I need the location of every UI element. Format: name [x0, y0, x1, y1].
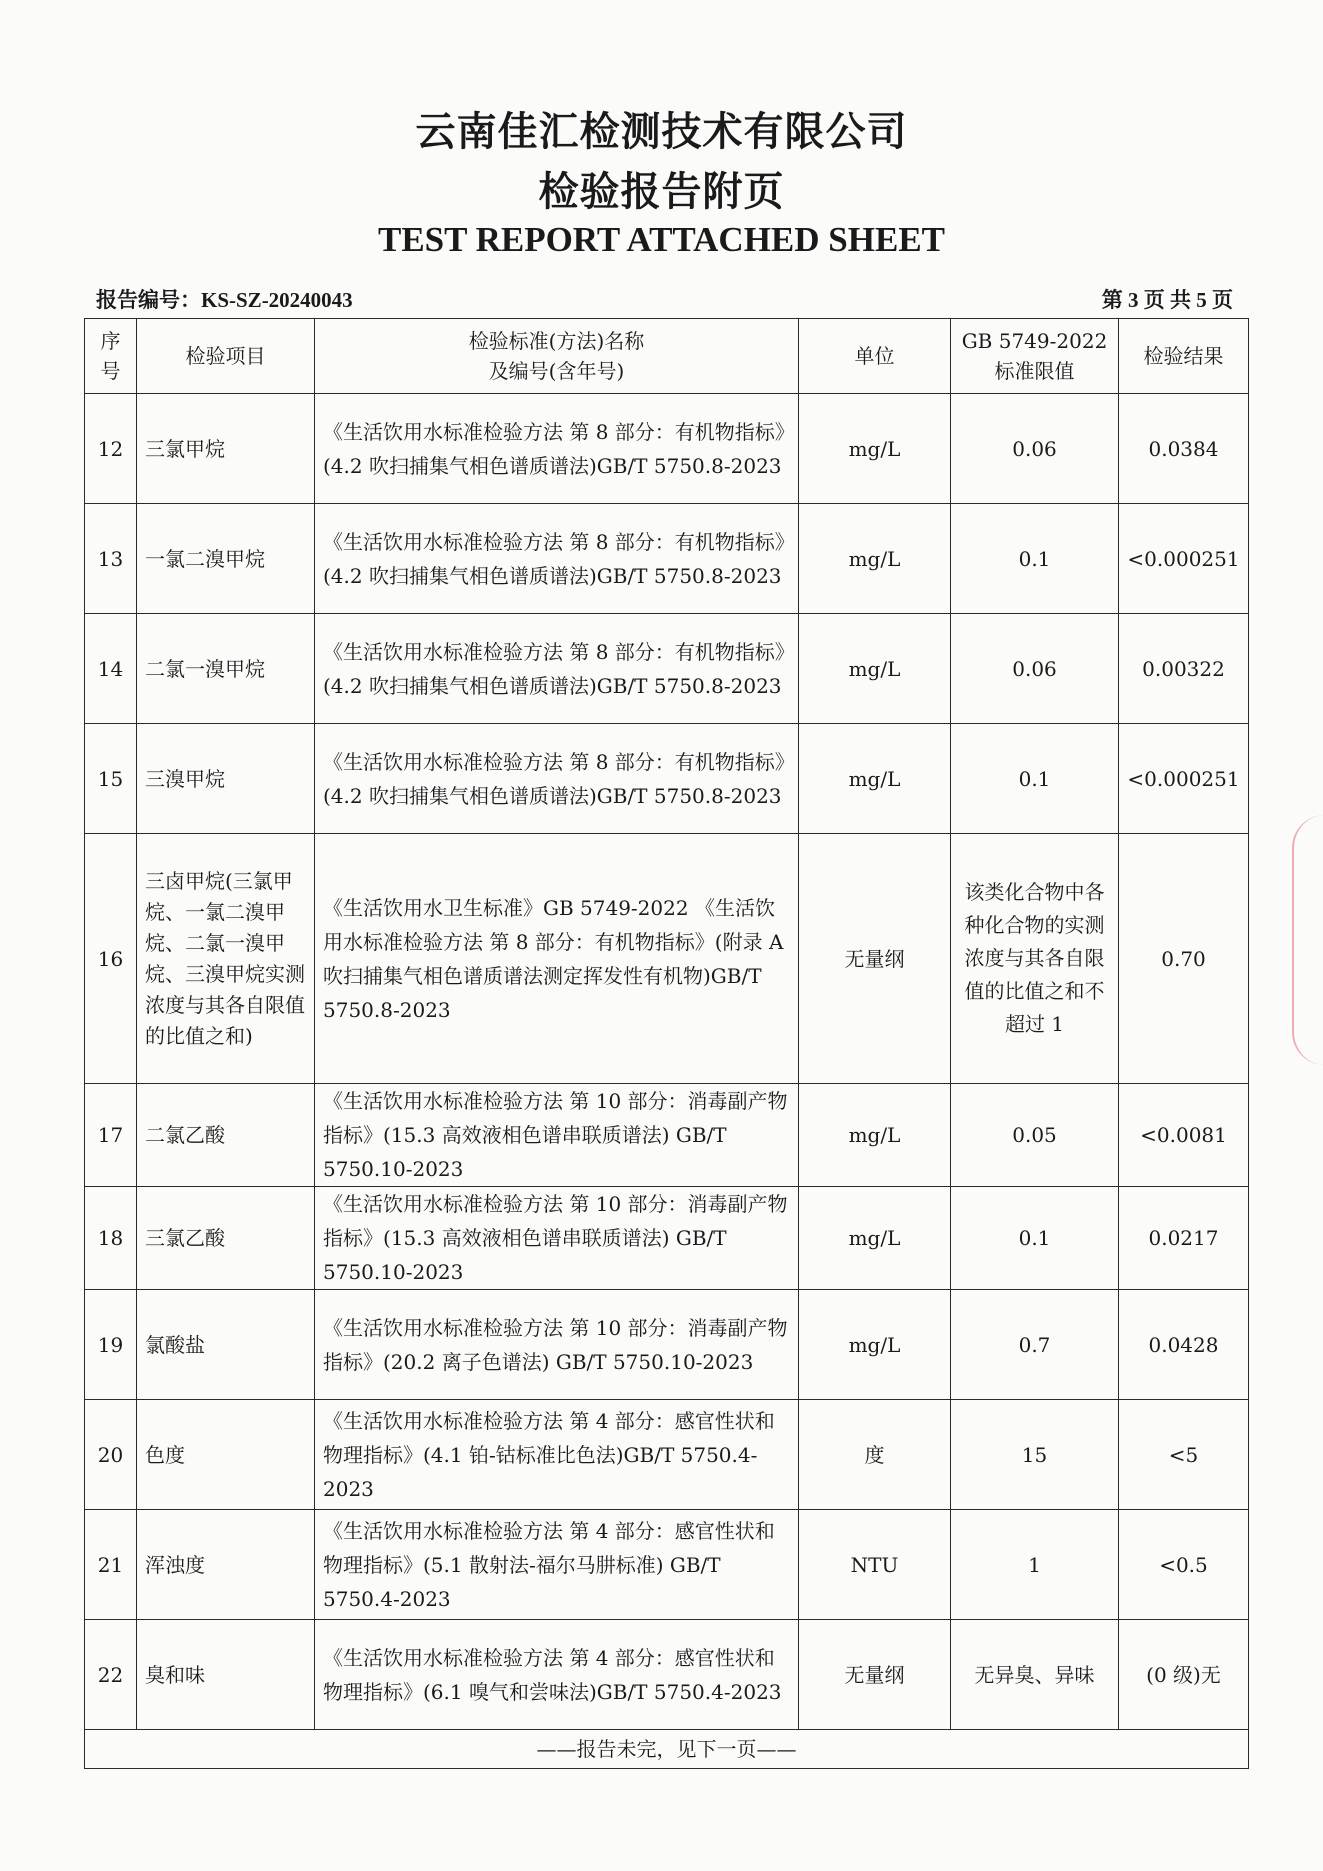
- row-limit: 0.7: [951, 1290, 1119, 1400]
- row-unit: mg/L: [799, 724, 951, 834]
- row-limit: 0.06: [951, 394, 1119, 504]
- row-result: 0.0428: [1119, 1290, 1249, 1400]
- row-no: 14: [85, 614, 137, 724]
- row-limit: 1: [951, 1510, 1119, 1620]
- row-result: <0.0081: [1119, 1084, 1249, 1187]
- header-result: 检验结果: [1119, 319, 1249, 394]
- report-title: 检验报告附页: [538, 169, 785, 215]
- row-result: 0.0384: [1119, 394, 1249, 504]
- row-no: 13: [85, 504, 137, 614]
- header-no: 序号: [85, 319, 137, 394]
- row-limit: 0.05: [951, 1084, 1119, 1187]
- row-result: 0.00322: [1119, 614, 1249, 724]
- row-unit: 无量纲: [799, 834, 951, 1084]
- row-standard: 《生活饮用水标准检验方法 第 4 部分：感官性状和物理指标》(6.1 嗅气和尝味法)GB/T 5750.4-2023: [315, 1620, 799, 1730]
- row-result: (0 级)无: [1119, 1620, 1249, 1730]
- row-standard: 《生活饮用水标准检验方法 第 10 部分：消毒副产物指标》(20.2 离子色谱法) GB/T 5750.10-2023: [315, 1290, 799, 1400]
- row-result: <0.5: [1119, 1510, 1249, 1620]
- row-no: 22: [85, 1620, 137, 1730]
- continued-note: ——报告未完，见下一页——: [85, 1730, 1249, 1769]
- row-no: 17: [85, 1084, 137, 1187]
- row-limit: 15: [951, 1400, 1119, 1510]
- report-title-english: TEST REPORT ATTACHED SHEET: [377, 220, 946, 259]
- row-standard: 《生活饮用水标准检验方法 第 8 部分：有机物指标》(4.2 吹扫捕集气相色谱质谱法)GB/T 5750.8-2023: [315, 504, 799, 614]
- row-no: 18: [85, 1187, 137, 1290]
- row-unit: mg/L: [799, 394, 951, 504]
- table-row: [85, 614, 1249, 724]
- row-unit: mg/L: [799, 614, 951, 724]
- row-result: <0.000251: [1119, 504, 1249, 614]
- row-standard: 《生活饮用水标准检验方法 第 10 部分：消毒副产物指标》(15.3 高效液相色谱串联质谱法) GB/T 5750.10-2023: [315, 1084, 799, 1187]
- table-row: [85, 1510, 1249, 1620]
- row-result: <5: [1119, 1400, 1249, 1510]
- row-unit: mg/L: [799, 1084, 951, 1187]
- row-item: 一氯二溴甲烷: [137, 504, 315, 614]
- test-results-table: [84, 318, 1249, 1769]
- header-limit: GB 5749-2022 标准限值: [951, 319, 1119, 394]
- header-standard: 检验标准(方法)名称 及编号(含年号): [315, 319, 799, 394]
- table-row: [85, 504, 1249, 614]
- row-item: 三卤甲烷(三氯甲烷、一氯二溴甲烷、二氯一溴甲烷、三溴甲烷实测浓度与其各自限值的比值之和): [137, 834, 315, 1084]
- table-row: [85, 394, 1249, 504]
- row-item: 三溴甲烷: [137, 724, 315, 834]
- table-row: [85, 1187, 1249, 1290]
- row-no: 20: [85, 1400, 137, 1510]
- row-no: 12: [85, 394, 137, 504]
- table-row: [85, 1620, 1249, 1730]
- table-row: [85, 834, 1249, 1084]
- header-item: 检验项目: [137, 319, 315, 394]
- page-indicator: 第 3 页 共 5 页: [1101, 288, 1233, 312]
- row-result: 0.70: [1119, 834, 1249, 1084]
- table-row: [85, 1400, 1249, 1510]
- report-number: 报告编号：KS-SZ-20240043: [96, 288, 353, 312]
- row-item: 二氯一溴甲烷: [137, 614, 315, 724]
- row-no: 15: [85, 724, 137, 834]
- row-item: 色度: [137, 1400, 315, 1510]
- row-unit: mg/L: [799, 1187, 951, 1290]
- row-item: 臭和味: [137, 1620, 315, 1730]
- company-name: 云南佳汇检测技术有限公司: [415, 109, 908, 155]
- row-limit: 0.1: [951, 504, 1119, 614]
- row-limit: 0.06: [951, 614, 1119, 724]
- table-row: [85, 1290, 1249, 1400]
- table-header-row: [85, 319, 1249, 394]
- row-unit: mg/L: [799, 504, 951, 614]
- row-unit: 无量纲: [799, 1620, 951, 1730]
- row-standard: 《生活饮用水标准检验方法 第 4 部分：感官性状和物理指标》(5.1 散射法-福尔马肼标准) GB/T 5750.4-2023: [315, 1510, 799, 1620]
- row-no: 21: [85, 1510, 137, 1620]
- row-item: 三氯甲烷: [137, 394, 315, 504]
- row-standard: 《生活饮用水标准检验方法 第 10 部分：消毒副产物指标》(15.3 高效液相色谱串联质谱法) GB/T 5750.10-2023: [315, 1187, 799, 1290]
- row-item: 三氯乙酸: [137, 1187, 315, 1290]
- row-item: 二氯乙酸: [137, 1084, 315, 1187]
- table-footer-row: [85, 1730, 1249, 1769]
- row-standard: 《生活饮用水标准检验方法 第 8 部分：有机物指标》(4.2 吹扫捕集气相色谱质谱法)GB/T 5750.8-2023: [315, 614, 799, 724]
- row-standard: 《生活饮用水标准检验方法 第 4 部分：感官性状和物理指标》(4.1 铂-钴标准比色法)GB/T 5750.4-2023: [315, 1400, 799, 1510]
- row-standard: 《生活饮用水标准检验方法 第 8 部分：有机物指标》(4.2 吹扫捕集气相色谱质谱法)GB/T 5750.8-2023: [315, 724, 799, 834]
- row-no: 16: [85, 834, 137, 1084]
- row-limit: 0.1: [951, 724, 1119, 834]
- red-seal-fragment: [1292, 815, 1323, 1065]
- row-standard: 《生活饮用水标准检验方法 第 8 部分：有机物指标》(4.2 吹扫捕集气相色谱质谱法)GB/T 5750.8-2023: [315, 394, 799, 504]
- row-item: 浑浊度: [137, 1510, 315, 1620]
- row-no: 19: [85, 1290, 137, 1400]
- row-unit: mg/L: [799, 1290, 951, 1400]
- row-unit: 度: [799, 1400, 951, 1510]
- table-row: [85, 1084, 1249, 1187]
- row-standard: 《生活饮用水卫生标准》GB 5749-2022 《生活饮用水标准检验方法 第 8 部分：有机物指标》(附录 A 吹扫捕集气相色谱质谱法测定挥发性有机物)GB/T 5750.8-2023: [315, 834, 799, 1084]
- row-unit: NTU: [799, 1510, 951, 1620]
- table-row: [85, 724, 1249, 834]
- header-unit: 单位: [799, 319, 951, 394]
- row-limit: 0.1: [951, 1187, 1119, 1290]
- row-item: 氯酸盐: [137, 1290, 315, 1400]
- row-limit: 无异臭、异味: [951, 1620, 1119, 1730]
- row-result: 0.0217: [1119, 1187, 1249, 1290]
- row-limit: 该类化合物中各种化合物的实测浓度与其各自限值的比值之和不超过 1: [951, 834, 1119, 1084]
- row-result: <0.000251: [1119, 724, 1249, 834]
